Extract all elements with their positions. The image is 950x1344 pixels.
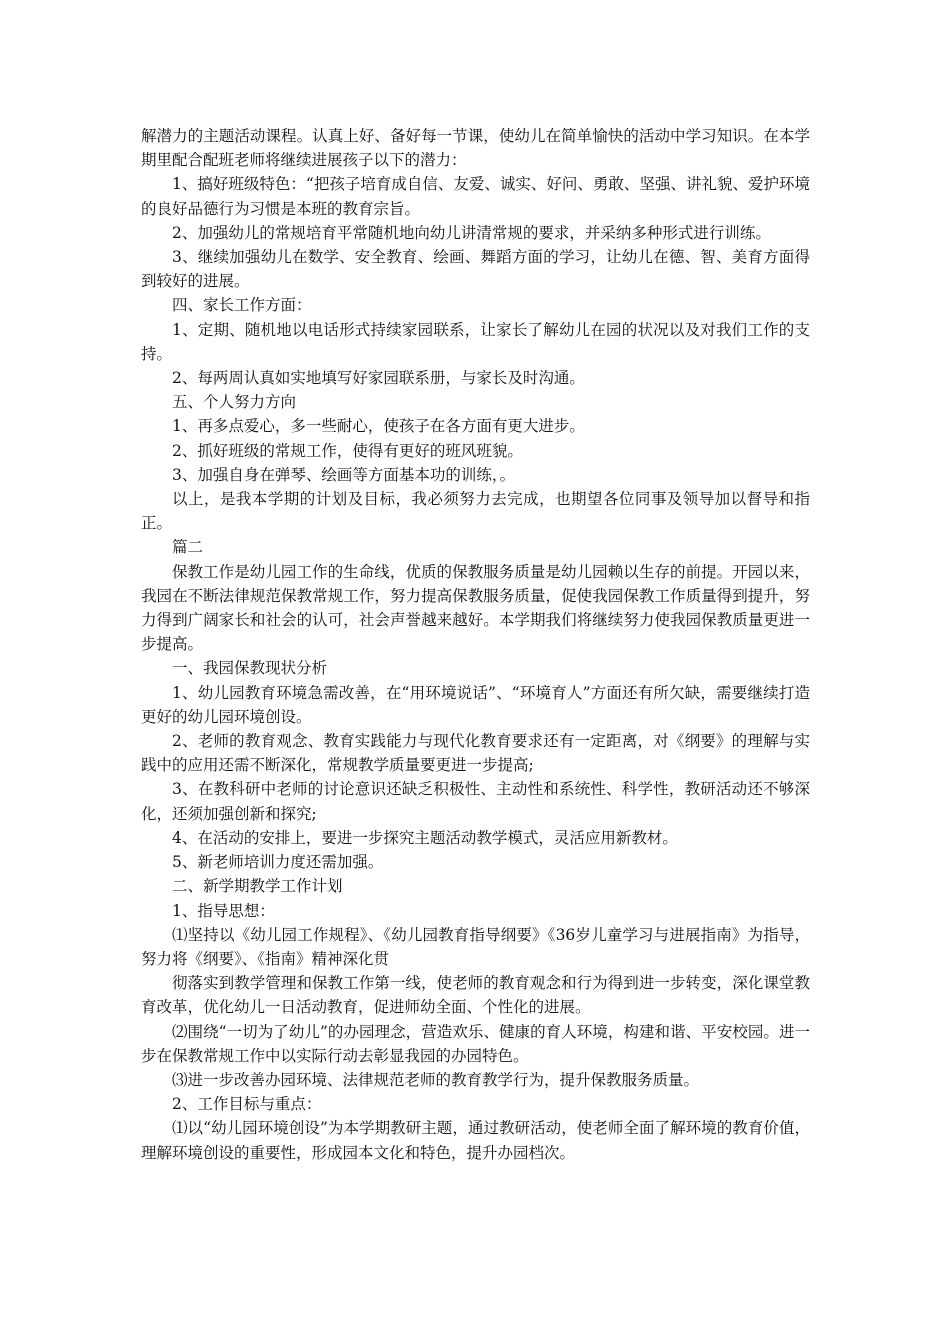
paragraph: 以上，是我本学期的计划及目标，我必须努力去完成，也期望各位同事及领导加以督导和指正。	[141, 490, 810, 533]
paragraph: 2、老师的教育观念、教育实践能力与现代化教育要求还有一定距离，对《纲要》的理解与实践中的应用还需不断深化，常规教学质量要更进一步提高;	[141, 732, 810, 775]
paragraph: 5、新老师培训力度还需加强。	[172, 853, 384, 872]
paragraph: 4、在活动的安排上，要进一步探究主题活动教学模式，灵活应用新教材。	[172, 828, 678, 847]
paragraph: 1、再多点爱心，多一些耐心，使孩子在各方面有更大进步。	[172, 417, 585, 436]
paragraph: 3、在教科研中老师的讨论意识还缺乏积极性、主动性和系统性、科学性，教研活动还不够深化，还须加强创新和探究;	[141, 780, 810, 823]
section-heading: 篇二	[172, 538, 204, 557]
section-heading: 二、新学期教学工作计划	[172, 877, 343, 896]
paragraph: ⑴坚持以《幼儿园工作规程》、《幼儿园教育指导纲要》《36岁儿童学习与进展指南》为指导，努力将《纲要》、《指南》精神深化贯	[141, 925, 810, 968]
section-heading: 一、我园保教现状分析	[172, 659, 328, 678]
paragraph: 1、搞好班级特色：“把孩子培育成自信、友爱、诚实、好问、勇敢、坚强、讲礼貌、爱护环境的良好品德行为习惯是本班的教育宗旨。	[141, 175, 810, 218]
paragraph: 3、继续加强幼儿在数学、安全教育、绘画、舞蹈方面的学习，让幼儿在德、智、美育方面得到较好的进展。	[141, 248, 810, 291]
paragraph: 1、定期、随机地以电话形式持续家园联系，让家长了解幼儿在园的状况以及对我们工作的支持。	[141, 320, 810, 363]
section-heading: 五、个人努力方向	[172, 393, 297, 412]
section-heading: 四、家长工作方面：	[172, 296, 312, 315]
paragraph: 解潜力的主题活动课程。认真上好、备好每一节课，使幼儿在简单愉快的活动中学习知识。在本学期里配合配班老师将继续进展孩子以下的潜力：	[141, 127, 810, 170]
paragraph: 3、加强自身在弹琴、绘画等方面基本功的训练，。	[172, 465, 516, 484]
paragraph: 彻落实到教学管理和保教工作第一线，使老师的教育观念和行为得到进一步转变，深化课堂教育改革，优化幼儿一日活动教育，促进师幼全面、个性化的进展。	[141, 974, 810, 1017]
document-body	[141, 124, 810, 1165]
paragraph: 2、加强幼儿的常规培育平常随机地向幼儿讲清常规的要求，并采纳多种形式进行训练。	[172, 223, 771, 242]
paragraph: 2、抓好班级的常规工作，使得有更好的班风班貌。	[172, 441, 523, 460]
paragraph: 2、工作目标与重点：	[172, 1095, 322, 1114]
paragraph: 保教工作是幼儿园工作的生命线，优质的保教服务质量是幼儿园赖以生存的前提。开园以来，我园在不断法律规范保教常规工作，努力提高保教服务质量，促使我园保教工作质量得到提升，努力得到广阔家长和社会的认可，社会声誉越来越好。本学期我们将继续努力使我园保教质量更进一步提高。	[141, 562, 810, 654]
paragraph: 2、每两周认真如实地填写好家园联系册，与家长及时沟通。	[172, 369, 585, 388]
paragraph: 1、幼儿园教育环境急需改善，在“用环境说话”、“环境育人”方面还有所欠缺，需要继续打造更好的幼儿园环境创设。	[141, 683, 810, 726]
paragraph: ⑴以“幼儿园环境创设”为本学期教研主题，通过教研活动，使老师全面了解环境的教育价值，理解环境创设的重要性，形成园本文化和特色，提升办园档次。	[141, 1119, 810, 1162]
paragraph: ⑵围绕“一切为了幼儿”的办园理念，营造欢乐、健康的育人环境，构建和谐、平安校园。进一步在保教常规工作中以实际行动去彰显我园的办园特色。	[141, 1022, 810, 1065]
paragraph: 1、指导思想：	[172, 901, 275, 920]
paragraph: ⑶进一步改善办园环境、法律规范老师的教育教学行为，提升保教服务质量。	[172, 1070, 700, 1089]
